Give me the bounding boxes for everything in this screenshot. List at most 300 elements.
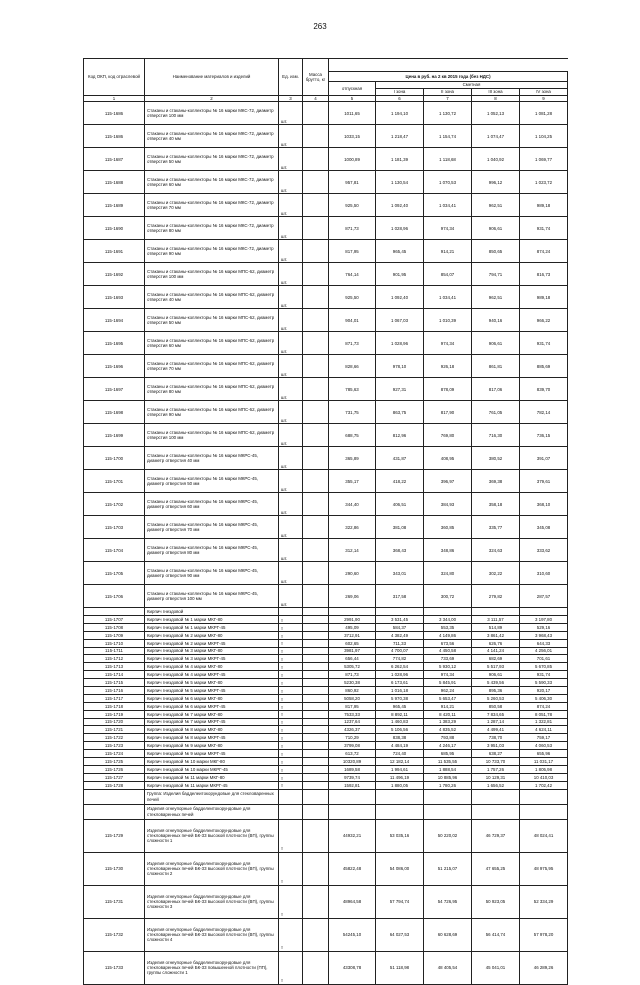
row-price-release: 344,40 [329, 493, 376, 516]
row-unit: т [279, 615, 303, 623]
row-unit: шт. [279, 125, 303, 148]
row-code: 115-1697 [84, 378, 145, 401]
row-name: Стаканы и стаканы-коллекторы № 16 марки МКС-72, диаметр отверстия 100 мм [145, 102, 279, 125]
row-price-release: 828,66 [329, 355, 376, 378]
table-row [84, 686, 568, 694]
table-row [84, 615, 568, 623]
header-price-title: Цена в руб. на 2 кв 2015 года (без НДС) [329, 72, 568, 82]
row-name: Кирпич гнездовой № 4 марки МКГ-80 [145, 663, 279, 671]
row-price-zone-1: 418,22 [376, 470, 424, 493]
row-name: Кирпич гнездовой № 7 марки МКРГ-45 [145, 718, 279, 726]
row-code: 115-1710 [84, 639, 145, 647]
row-price-release: 957,81 [329, 171, 376, 194]
row-price-zone-3: 302,22 [472, 562, 520, 585]
row-price-zone-2: 5 845,91 [424, 679, 472, 687]
row-mass [303, 585, 329, 608]
row-price-zone-1: 5 106,56 [376, 726, 424, 734]
row-price-release: 4326,37 [329, 726, 376, 734]
table-row [84, 765, 568, 773]
row-price-zone-2: 769,80 [424, 424, 472, 447]
row-code: 115-1686 [84, 102, 145, 125]
row-price-zone-1: 1 130,54 [376, 171, 424, 194]
table-row [84, 585, 568, 608]
row-code: 115-1704 [84, 539, 145, 562]
table-row [84, 726, 568, 734]
row-mass [303, 757, 329, 765]
row-price-zone-4: 885,69 [520, 355, 568, 378]
table-row [84, 781, 568, 789]
row-price-zone-4: 931,74 [520, 332, 568, 355]
row-mass [303, 355, 329, 378]
column-number: 4 [303, 96, 329, 102]
row-price-release: 1689,58 [329, 765, 376, 773]
row-name: Стаканы и стаканы-коллекторы № 16 марки МКРС-45, диаметр отверстия 90 мм [145, 562, 279, 585]
row-price-release: 355,17 [329, 470, 376, 493]
row-price-zone-3: 5 439,56 [472, 679, 520, 687]
row-price-zone-2: 5 653,47 [424, 694, 472, 702]
row-price-zone-2: 673,56 [424, 639, 472, 647]
row-name: Стаканы и стаканы-коллекторы № 16 марки МКС-72, диаметр отверстия 70 мм [145, 194, 279, 217]
row-price-zone-2: 11 535,55 [424, 757, 472, 765]
table-row [84, 789, 568, 804]
row-unit: шт. [279, 148, 303, 171]
row-price-zone-4: 874,24 [520, 702, 568, 710]
row-mass [303, 148, 329, 171]
row-mass [303, 217, 329, 240]
row-price-zone-2: 1 154,74 [424, 125, 472, 148]
row-price-zone-1: 54 086,00 [376, 852, 424, 885]
row-price-zone-3: 682,69 [472, 655, 520, 663]
row-price-zone-1: 64 027,53 [376, 918, 424, 951]
table-row [84, 263, 568, 286]
row-mass [303, 710, 329, 718]
row-price-zone-2: 793,88 [424, 734, 472, 742]
row-mass [303, 493, 329, 516]
row-price-zone-3: 996,12 [472, 171, 520, 194]
table-row [84, 447, 568, 470]
row-price-zone-4: 57 978,20 [520, 918, 568, 951]
row-code: 115-1692 [84, 263, 145, 286]
header-zone-4: IV зона [520, 89, 568, 96]
row-price-zone-1: 1 067,03 [376, 309, 424, 332]
row-price-zone-1: 724,40 [376, 750, 424, 758]
row-mass [303, 773, 329, 781]
row-price-release: 860,92 [329, 686, 376, 694]
row-price-zone-3: 1 074,47 [472, 125, 520, 148]
row-price-release: 495,09 [329, 623, 376, 631]
row-unit: т [279, 765, 303, 773]
row-price-release [329, 608, 376, 616]
table-row [84, 885, 568, 918]
row-price-zone-1: 978,10 [376, 355, 424, 378]
row-price-zone-4: 989,18 [520, 194, 568, 217]
row-price-zone-4: 4 624,11 [520, 726, 568, 734]
column-number: 2 [145, 96, 279, 102]
table-row [84, 240, 568, 263]
row-unit: шт. [279, 194, 303, 217]
row-price-zone-4: 1 023,72 [520, 171, 568, 194]
row-name: Кирпич гнездовой № 11 марки МКГ-80 [145, 773, 279, 781]
row-price-zone-1: 343,01 [376, 562, 424, 585]
row-price-zone-1: 1 218,47 [376, 125, 424, 148]
row-price-zone-3: 1 287,14 [472, 718, 520, 726]
row-unit: т [279, 671, 303, 679]
column-number: 3 [279, 96, 303, 102]
row-unit: т [279, 710, 303, 718]
row-price-zone-3: 906,61 [472, 671, 520, 679]
table-row [84, 608, 568, 616]
row-name: Кирпич гнездовой № 3 марки МКГ-80 [145, 647, 279, 655]
row-name: Кирпич гнездовой № 8 марки МКГ-80 [145, 726, 279, 734]
row-name: Стаканы и стаканы-коллекторы № 16 марки МКС-72, диаметр отверстия 90 мм [145, 240, 279, 263]
table-row [84, 309, 568, 332]
row-price-release: 925,50 [329, 286, 376, 309]
row-price-release: 710,29 [329, 734, 376, 742]
row-price-zone-3: 638,27 [472, 750, 520, 758]
row-price-zone-4: 920,17 [520, 686, 568, 694]
row-unit: шт. [279, 401, 303, 424]
row-code [84, 608, 145, 616]
row-price-release: 44932,21 [329, 819, 376, 852]
row-code: 115-1715 [84, 679, 145, 687]
row-unit: шт. [279, 470, 303, 493]
row-mass [303, 401, 329, 424]
row-name: Стаканы и стаканы-коллекторы № 16 марки МКРС-45, диаметр отверстия 60 мм [145, 493, 279, 516]
row-code: 115-1688 [84, 171, 145, 194]
row-price-zone-4: 966,22 [520, 309, 568, 332]
row-name: Изделия огнеупорные бадделеитокорундовые для стекловаренных печей БК-33 повышенной плотности (ПП), группы сложности 1 [145, 951, 279, 984]
row-price-zone-1: 12 182,14 [376, 757, 424, 765]
row-mass [303, 194, 329, 217]
row-unit: т [279, 694, 303, 702]
row-price-zone-1: 51 118,98 [376, 951, 424, 984]
row-price-zone-1: 4 382,49 [376, 631, 424, 639]
row-unit: шт. [279, 378, 303, 401]
row-price-zone-3: 369,38 [472, 470, 520, 493]
row-unit: т [279, 852, 303, 885]
row-price-zone-1: 1 028,96 [376, 671, 424, 679]
row-price-zone-4: 46 289,26 [520, 951, 568, 984]
row-mass [303, 742, 329, 750]
row-price-zone-4: 736,15 [520, 424, 568, 447]
row-mass [303, 263, 329, 286]
row-price-zone-3: 4 499,41 [472, 726, 520, 734]
row-price-zone-3: 716,30 [472, 424, 520, 447]
row-price-zone-2: 348,86 [424, 539, 472, 562]
row-code: 115-1701 [84, 470, 145, 493]
row-mass [303, 702, 329, 710]
row-code [84, 804, 145, 819]
row-price-zone-3: 358,18 [472, 493, 520, 516]
row-price-zone-2: 4 835,52 [424, 726, 472, 734]
table-row [84, 694, 568, 702]
row-price-zone-3: 962,51 [472, 194, 520, 217]
row-mass [303, 789, 329, 804]
header-zone-1: I зона [376, 89, 424, 96]
row-price-zone-4: 529,16 [520, 623, 568, 631]
row-price-zone-2: 4 246,17 [424, 742, 472, 750]
row-price-zone-2: 8 420,11 [424, 710, 472, 718]
row-unit: т [279, 639, 303, 647]
row-mass [303, 631, 329, 639]
row-price-zone-3: 3 951,03 [472, 742, 520, 750]
column-number: 7 [424, 96, 472, 102]
row-price-release: 365,89 [329, 447, 376, 470]
page-number: 263 [313, 22, 327, 31]
header-name: Наименование материалов и изделий [145, 59, 279, 96]
row-code: 115-1703 [84, 516, 145, 539]
row-price-zone-4: 379,61 [520, 470, 568, 493]
row-unit: т [279, 951, 303, 984]
row-name: Стаканы и стаканы-коллекторы № 16 марки МПС-62, диаметр отверстия 60 мм [145, 332, 279, 355]
row-unit: шт. [279, 332, 303, 355]
row-price-zone-3: 895,36 [472, 686, 520, 694]
row-mass [303, 804, 329, 819]
table-row [84, 710, 568, 718]
row-price-zone-4: 839,70 [520, 378, 568, 401]
row-name: Кирпич гнездовой № 8 марки МКРГ-45 [145, 734, 279, 742]
row-mass [303, 819, 329, 852]
row-name: Стаканы и стаканы-коллекторы № 16 марки МПС-62, диаметр отверстия 100 мм [145, 424, 279, 447]
row-mass [303, 424, 329, 447]
row-unit: шт. [279, 585, 303, 608]
row-price-zone-3: 3 111,57 [472, 615, 520, 623]
row-code: 115-1700 [84, 447, 145, 470]
row-price-zone-3: 50 923,05 [472, 885, 520, 918]
row-mass [303, 885, 329, 918]
row-code: 115-1696 [84, 355, 145, 378]
row-price-zone-1: 1 028,96 [376, 332, 424, 355]
row-price-release [329, 804, 376, 819]
row-price-zone-2: 1 118,68 [424, 148, 472, 171]
table-row [84, 702, 568, 710]
row-name: Группа: Изделия бадделеитокорундовые для стекловаренных печей [145, 789, 279, 804]
row-price-zone-1: 4 484,19 [376, 742, 424, 750]
row-name: Изделия огнеупорные бадделеитокорундовые для стекловаренных печей БК-33 высокой плотности (ВП), группы сложности 3 [145, 885, 279, 918]
table-row [84, 332, 568, 355]
row-name: Стаканы и стаканы-коллекторы № 16 марки МКС-72, диаметр отверстия 60 мм [145, 171, 279, 194]
row-price-zone-4: 5 590,33 [520, 679, 568, 687]
row-unit: т [279, 647, 303, 655]
row-mass [303, 718, 329, 726]
row-code: 115-1698 [84, 401, 145, 424]
row-name: Кирпич гнездовой № 4 марки МКРГ-45 [145, 671, 279, 679]
row-price-release: 817,95 [329, 702, 376, 710]
row-mass [303, 918, 329, 951]
row-price-release: 1033,15 [329, 125, 376, 148]
row-name: Кирпич гнездовой № 2 марки МКГ-80 [145, 631, 279, 639]
row-price-zone-3: 279,82 [472, 585, 520, 608]
row-price-release: 2991,90 [329, 615, 376, 623]
row-unit: шт. [279, 217, 303, 240]
column-number: 1 [84, 96, 145, 102]
row-price-release [329, 789, 376, 804]
row-price-release: 5305,72 [329, 663, 376, 671]
table-row [84, 918, 568, 951]
row-price-zone-2 [424, 789, 472, 804]
row-price-zone-2: 50 220,02 [424, 819, 472, 852]
row-price-zone-3: 324,63 [472, 539, 520, 562]
row-price-zone-2: 48 405,54 [424, 951, 472, 984]
row-code: 115-1699 [84, 424, 145, 447]
row-unit [279, 789, 303, 804]
row-price-zone-1: 1 092,40 [376, 194, 424, 217]
row-name: Изделия огнеупорные бадделеитокорундовые для стекловаренных печей БК-33 высокой плотности (ВП), группы сложности 1 [145, 819, 279, 852]
row-price-release: 48964,58 [329, 885, 376, 918]
row-price-zone-3: 850,65 [472, 240, 520, 263]
row-code: 115-1706 [84, 585, 145, 608]
row-mass [303, 516, 329, 539]
row-name: Стаканы и стаканы-коллекторы № 16 марки МКРС-45, диаметр отверстия 50 мм [145, 470, 279, 493]
column-number: 6 [376, 96, 424, 102]
row-price-release: 7533,33 [329, 710, 376, 718]
row-mass [303, 671, 329, 679]
row-unit: шт. [279, 355, 303, 378]
row-unit: шт. [279, 263, 303, 286]
row-mass [303, 781, 329, 789]
row-price-zone-4: 287,57 [520, 585, 568, 608]
row-price-zone-1: 863,75 [376, 401, 424, 424]
row-unit: т [279, 918, 303, 951]
row-price-zone-4: 1 081,28 [520, 102, 568, 125]
row-price-zone-2: 396,97 [424, 470, 472, 493]
table-row [84, 401, 568, 424]
row-unit: шт. [279, 447, 303, 470]
row-price-zone-4: 5 406,30 [520, 694, 568, 702]
row-price-zone-3: 906,61 [472, 217, 520, 240]
row-price-zone-4: 874,24 [520, 240, 568, 263]
row-price-zone-3: 962,51 [472, 286, 520, 309]
table-row [84, 819, 568, 852]
row-code: 115-1730 [84, 852, 145, 885]
row-price-zone-1: 406,51 [376, 493, 424, 516]
row-price-release: 602,65 [329, 639, 376, 647]
row-price-zone-2: 3 344,00 [424, 615, 472, 623]
row-price-zone-3: 10 129,31 [472, 773, 520, 781]
row-price-zone-3: 4 141,24 [472, 647, 520, 655]
row-mass [303, 686, 329, 694]
row-code: 115-1707 [84, 615, 145, 623]
row-code: 115-1723 [84, 742, 145, 750]
row-code: 115-1719 [84, 710, 145, 718]
row-unit: шт. [279, 539, 303, 562]
row-price-zone-2: 54 726,95 [424, 885, 472, 918]
row-name: Стаканы и стаканы-коллекторы № 16 марки МКРС-45, диаметр отверстия 40 мм [145, 447, 279, 470]
row-code: 115-1728 [84, 781, 145, 789]
row-price-zone-1: 1 016,18 [376, 686, 424, 694]
row-mass [303, 726, 329, 734]
row-price-zone-2: 974,34 [424, 671, 472, 679]
row-mass [303, 309, 329, 332]
row-price-release: 817,95 [329, 240, 376, 263]
row-price-zone-2: 51 215,07 [424, 852, 472, 885]
row-mass [303, 608, 329, 616]
row-price-zone-4: 391,07 [520, 447, 568, 470]
row-unit: т [279, 718, 303, 726]
row-price-release: 3799,08 [329, 742, 376, 750]
row-price-zone-4: 48 024,41 [520, 819, 568, 852]
row-name: Стаканы и стаканы-коллекторы № 16 марки МПС-62, диаметр отверстия 40 мм [145, 286, 279, 309]
row-price-zone-4: 345,08 [520, 516, 568, 539]
table-row [84, 742, 568, 750]
row-price-zone-1: 4 700,07 [376, 647, 424, 655]
row-mass [303, 615, 329, 623]
row-price-zone-3: 817,06 [472, 378, 520, 401]
row-price-zone-2: 914,21 [424, 240, 472, 263]
row-price-zone-1: 774,82 [376, 655, 424, 663]
row-mass [303, 171, 329, 194]
row-name: Кирпич гнездовой № 5 марки МКРГ-45 [145, 686, 279, 694]
row-price-zone-1: 927,31 [376, 378, 424, 401]
table-row [84, 951, 568, 984]
row-price-zone-3: 46 729,37 [472, 819, 520, 852]
row-price-release: 322,86 [329, 516, 376, 539]
row-mass [303, 125, 329, 148]
row-price-zone-4: 48 975,95 [520, 852, 568, 885]
row-code: 115-1693 [84, 286, 145, 309]
row-mass [303, 447, 329, 470]
table-row [84, 631, 568, 639]
row-code [84, 789, 145, 804]
row-mass [303, 655, 329, 663]
row-price-release: 290,60 [329, 562, 376, 585]
table-row [84, 125, 568, 148]
row-price-release: 871,73 [329, 671, 376, 679]
row-price-zone-2: 1 780,26 [424, 781, 472, 789]
row-price-zone-2: 553,35 [424, 623, 472, 631]
row-price-zone-1 [376, 804, 424, 819]
row-price-zone-3: 1 052,13 [472, 102, 520, 125]
row-unit: т [279, 781, 303, 789]
row-name: Кирпич гнездовой № 2 марки МКРГ-45 [145, 639, 279, 647]
row-price-zone-2: 1 010,39 [424, 309, 472, 332]
row-unit: шт. [279, 493, 303, 516]
row-price-zone-2: 733,69 [424, 655, 472, 663]
row-price-release: 1592,81 [329, 781, 376, 789]
row-price-zone-2: 685,95 [424, 750, 472, 758]
row-mass [303, 639, 329, 647]
row-code: 115-1713 [84, 663, 145, 671]
row-price-zone-1: 8 892,11 [376, 710, 424, 718]
row-price-zone-2: 926,18 [424, 355, 472, 378]
row-code: 115-1714 [84, 671, 145, 679]
row-price-zone-2: 817,90 [424, 401, 472, 424]
row-unit: шт. [279, 171, 303, 194]
row-unit: т [279, 773, 303, 781]
row-price-zone-1: 965,45 [376, 240, 424, 263]
row-code: 115-1729 [84, 819, 145, 852]
row-mass [303, 623, 329, 631]
row-price-zone-4: 931,74 [520, 671, 568, 679]
row-code: 115-1689 [84, 194, 145, 217]
row-unit: т [279, 742, 303, 750]
row-price-zone-4 [520, 804, 568, 819]
table-row [84, 647, 568, 655]
row-code: 115-1709 [84, 631, 145, 639]
row-price-zone-4: 52 334,29 [520, 885, 568, 918]
row-name: Стаканы и стаканы-коллекторы № 16 марки МКРС-45, диаметр отверстия 70 мм [145, 516, 279, 539]
table-row [84, 718, 568, 726]
table-row [84, 663, 568, 671]
row-code: 115-1727 [84, 773, 145, 781]
row-price-zone-1: 53 035,16 [376, 819, 424, 852]
row-price-release: 925,50 [329, 194, 376, 217]
row-name: Кирпич гнездовой № 9 марки МКРГ-45 [145, 750, 279, 758]
row-unit: т [279, 623, 303, 631]
row-price-zone-1: 1 880,05 [376, 781, 424, 789]
row-price-zone-4: 5 670,85 [520, 663, 568, 671]
header-release: отпускная [329, 82, 376, 96]
